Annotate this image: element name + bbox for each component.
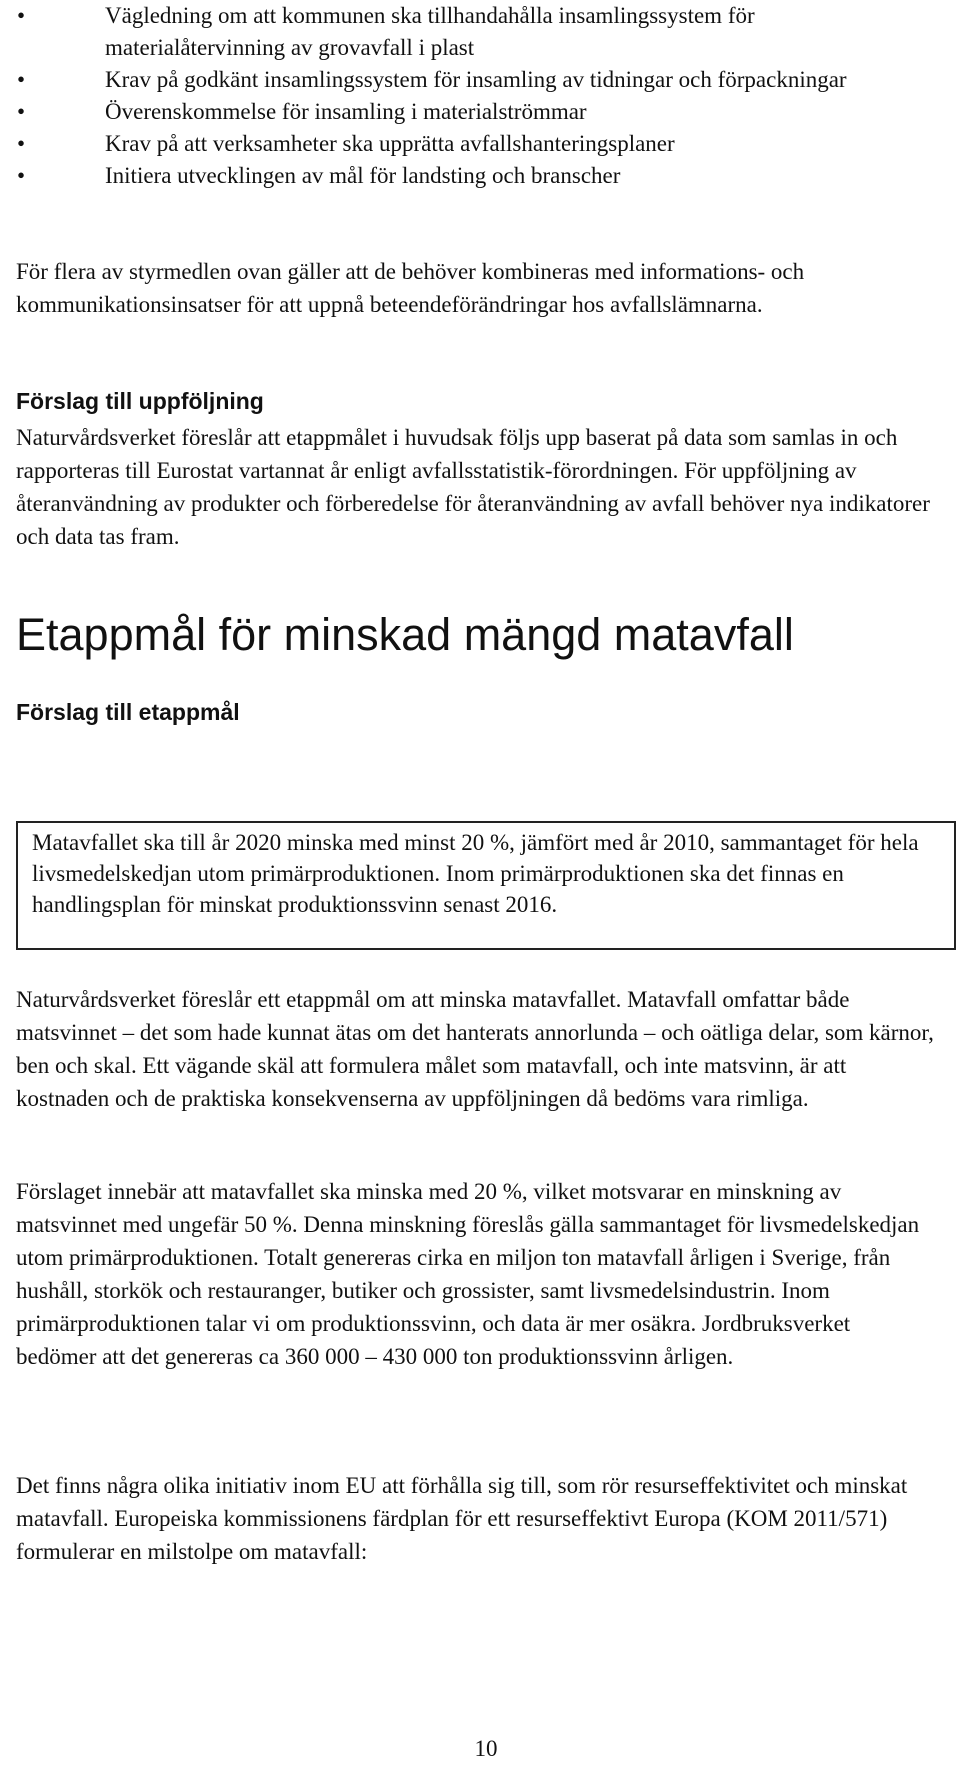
intro-paragraph: För flera av styrmedlen ovan gäller att de behöver kombineras med informations- och kommunikationsinsatser för att uppnå beteendeförändringar hos avfallslämnarna. [16,259,805,317]
list-item-text: Överenskommelse för insamling i materialströmmar [105,99,587,124]
list-item [16,160,936,192]
bullet-list [16,0,936,192]
followup-heading: Förslag till uppföljning [16,388,264,414]
list-item-text: Krav på godkänt insamlingssystem för insamling av tidningar och förpackningar [105,67,847,92]
bullet-icon: • [17,99,26,124]
bullet-icon: • [17,67,26,92]
list-item [16,64,936,96]
list-item [16,0,936,64]
list-item-text: Initiera utvecklingen av mål för landsting och branscher [105,163,621,188]
bullet-icon: • [17,163,26,188]
list-item [16,96,936,128]
followup-paragraph: Naturvårdsverket föreslår att etappmålet i huvudsak följs upp baserat på data som samlas in och rapporteras till Eurostat vartannat år enligt avfallsstatistik-förordningen. För uppföljning av återanvändning av produkter och förberedelse för återanvändning av avfall behöver nya indikatorer och data tas fram. [16,425,930,549]
bullet-icon: • [17,131,26,156]
proposal-text: Matavfallet ska till år 2020 minska med minst 20 %, jämfört med år 2010, sammantaget för hela livsmedelskedjan utom primärproduktionen. Inom primärproduktionen ska det finnas en handlingsplan för minskat produktionssvinn senast 2016. [32,830,919,917]
proposal-box [16,821,956,950]
list-item-text: Krav på att verksamheter ska upprätta avfallshanteringsplaner [105,131,675,156]
list-item [16,128,936,160]
bullet-icon: • [17,3,26,28]
page-number: 10 [474,1736,498,1761]
section-title: Etappmål för minskad mängd matavfall [16,609,794,660]
body-paragraph-1: Naturvårdsverket föreslår ett etappmål om att minska matavfallet. Matavfall omfattar både matsvinnet – det som hade kunnat ätas om det hanterats annorlunda – och oätliga delar, som kärnor, ben och skal. Ett vägande skäl att formulera målet som matavfall, och inte matsvinn, är att kostnaden och de praktiska konsekvenserna av uppföljningen då bedöms vara rimliga. [16,987,934,1111]
body-paragraph-2: Förslaget innebär att matavfallet ska minska med 20 %, vilket motsvarar en minskning av matsvinnet med ungefär 50 %. Denna minskning föreslås gälla sammantaget för livsmedelskedjan utom primärproduktionen. Totalt genereras cirka en miljon ton matavfall årligen i Sverige, från hushåll, storkök och restauranger, butiker och grossister, samt livsmedelsindustrin. Inom primärproduktionen talar vi om produktionssvinn, och data är mer osäkra. Jordbruksverket bedömer att det genereras ca 360 000 – 430 000 ton produktionssvinn årligen. [16,1179,920,1369]
list-item-text: Vägledning om att kommunen ska tillhandahålla insamlingssystem för materialåtervinning av grovavfall i plast [105,3,755,60]
body-paragraph-3: Det finns några olika initiativ inom EU att förhålla sig till, som rör resurseffektivitet och minskat matavfall. Europeiska kommissionens färdplan för ett resurseffektivt Europa (KOM 2011/571) formulerar en milstolpe om matavfall: [16,1473,908,1564]
proposal-heading: Förslag till etappmål [16,699,240,725]
